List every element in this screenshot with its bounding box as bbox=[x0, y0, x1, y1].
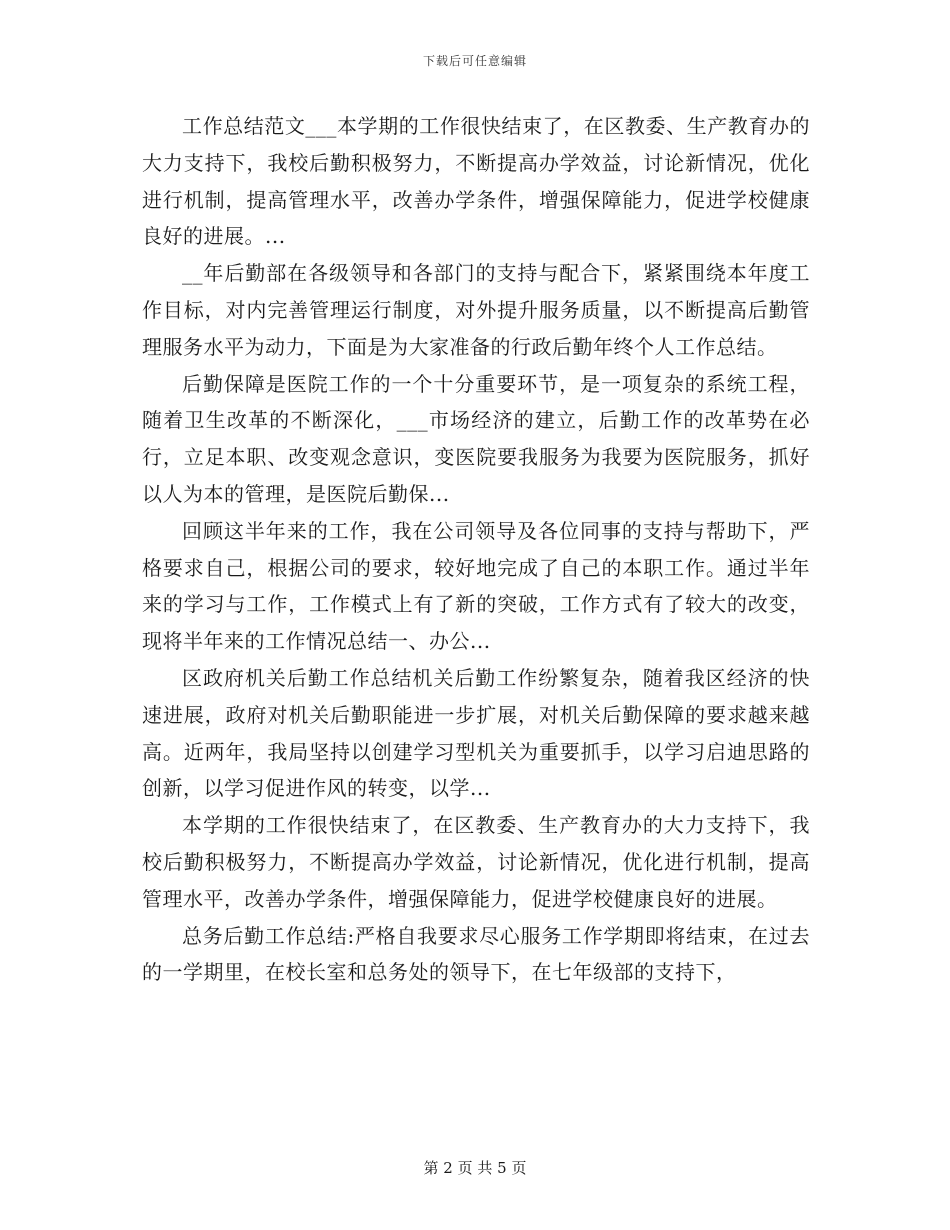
document-body bbox=[142, 108, 810, 991]
paragraph-6: 本学期的工作很快结束了，在区教委、生产教育办的大力支持下，我校后勤积极努力，不断提高办学效益，讨论新情况，优化进行机制，提高管理水平，改善办学条件，增强保障能力，促进学校健康良好的进展。 bbox=[142, 813, 810, 911]
page-header-note: 下载后可任意编辑 bbox=[422, 54, 527, 68]
page-number: 第 2 页 共 5 页 bbox=[423, 1159, 527, 1177]
paragraph-1: 工作总结范文___本学期的工作很快结束了，在区教委、生产教育办的大力支持下，我校后勤积极努力，不断提高办学效益，讨论新情况，优化进行机制，提高管理水平，改善办学条件，增强保障能力，促进学校健康良好的进展。... bbox=[142, 114, 810, 249]
paragraph-7: 总务后勤工作总结:严格自我要求尽心服务工作学期即将结束，在过去的一学期里，在校长室和总务处的领导下，在七年级部的支持下， bbox=[142, 923, 810, 985]
paragraph-4: 回顾这半年来的工作，我在公司领导及各位同事的支持与帮助下，严格要求自己，根据公司的要求，较好地完成了自己的本职工作。通过半年来的学习与工作，工作模式上有了新的突破，工作方式有了较大的改变，现将半年来的工作情况总结一、办公... bbox=[142, 518, 810, 654]
paragraph-3: 后勤保障是医院工作的一个十分重要环节，是一项复杂的系统工程，随着卫生改革的不断深化，___市场经济的建立，后勤工作的改革势在必行，立足本职、改变观念意识，变医院要我服务为我要为医院服务，抓好以人为本的管理，是医院后勤保... bbox=[142, 371, 810, 506]
paragraph-2: __年后勤部在各级领导和各部门的支持与配合下，紧紧围绕本年度工作目标，对内完善管理运行制度，对外提升服务质量，以不断提高后勤管理服务水平为动力，下面是为大家准备的行政后勤年终个人工作总结。 bbox=[142, 261, 810, 359]
paragraph-5: 区政府机关后勤工作总结机关后勤工作纷繁复杂，随着我区经济的快速进展，政府对机关后勤职能进一步扩展，对机关后勤保障的要求越来越高。近两年，我局坚持以创建学习型机关为重要抓手，以学习启迪思路的创新，以学习促进作风的转变，以学... bbox=[142, 665, 810, 801]
